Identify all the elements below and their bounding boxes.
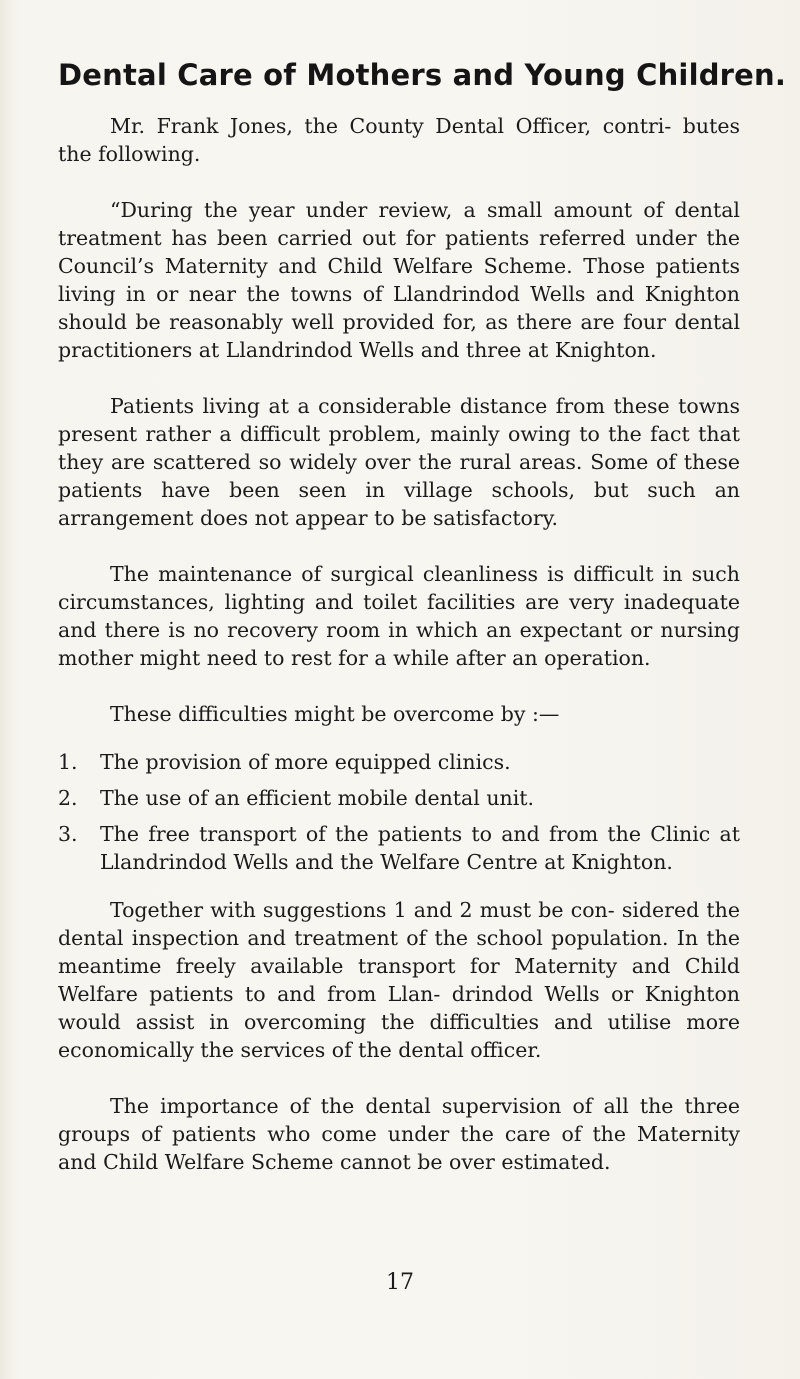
body-paragraph: The importance of the dental supervision of all the three groups of patients who come under the care of the Maternity and Child Welfare Scheme cannot be over estimated. bbox=[58, 1094, 740, 1174]
intro-paragraph: Mr. Frank Jones, the County Dental Officer, contri- butes the following. bbox=[58, 114, 740, 166]
list-lead-paragraph: These difficulties might be overcome by :— bbox=[110, 702, 560, 726]
list-item bbox=[58, 784, 740, 812]
list-item-number: 2. bbox=[58, 786, 78, 810]
body-paragraph: Patients living at a considerable distance from these towns present rather a difficult problem, mainly owing to the fact that they are scattered so widely over the rural areas. Some of these patients have been seen in village schools, but such an arrangement does not appear to be satisfactory. bbox=[58, 394, 740, 530]
page-title: Dental Care of Mothers and Young Children. bbox=[58, 58, 787, 92]
list-item-text: The free transport of the patients to and from the Clinic at Llandrindod Wells and the Welfare Centre at Knighton. bbox=[100, 822, 740, 874]
body-paragraph: The maintenance of surgical cleanliness is difficult in such circumstances, lighting and toilet facilities are very inadequate and there is no recovery room in which an expectant or nursing mother might need to rest for a while after an operation. bbox=[58, 562, 740, 670]
list-item bbox=[58, 820, 740, 876]
list-item-text: The provision of more equipped clinics. bbox=[100, 750, 511, 774]
list-item-number: 1. bbox=[58, 750, 78, 774]
page-number: 17 bbox=[386, 1270, 414, 1295]
suggestion-list bbox=[58, 748, 740, 876]
list-item-text: The use of an efficient mobile dental unit. bbox=[100, 786, 535, 810]
list-item-number: 3. bbox=[58, 822, 78, 846]
list-item bbox=[58, 748, 740, 776]
body-paragraph: “During the year under review, a small amount of dental treatment has been carried out for patients referred under the Council’s Maternity and Child Welfare Scheme. Those patients living in or near the towns of Llandrindod Wells and Knighton should be reasonably well provided for, as there are four dental practitioners at Llandrindod Wells and three at Knighton. bbox=[58, 198, 740, 362]
body-paragraph: Together with suggestions 1 and 2 must be con- sidered the dental inspection and treatment of the school population. In the meantime freely available transport for Maternity and Child Welfare patients to and from Llan- drindod Wells or Knighton would assist in overcoming the difficulties and utilise more economically the services of the dental officer. bbox=[58, 898, 740, 1062]
